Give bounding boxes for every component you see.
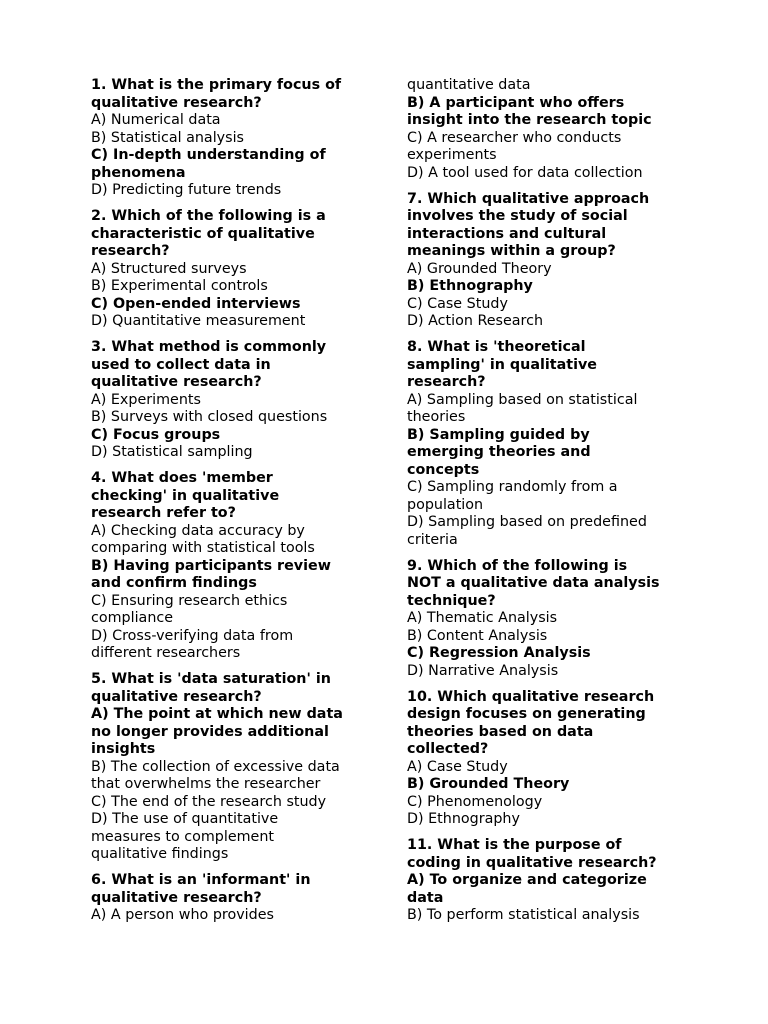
answer-option-correct bbox=[407, 872, 707, 907]
answer-option bbox=[407, 663, 707, 681]
answer-option-line: phenomena bbox=[91, 164, 186, 181]
answer-option bbox=[91, 409, 381, 427]
answer-option bbox=[407, 907, 707, 925]
answer-option-line: C) Case Study bbox=[407, 295, 508, 312]
question-stem bbox=[91, 208, 381, 261]
question-stem-line: meanings within a group? bbox=[407, 243, 616, 259]
question-block bbox=[91, 671, 381, 864]
question-stem-line: qualitative research? bbox=[91, 889, 262, 906]
question-stem bbox=[407, 339, 707, 392]
question-stem-line: qualitative research? bbox=[91, 94, 262, 111]
answer-option-line: A) Sampling based on statistical bbox=[407, 391, 638, 408]
question-stem-line: qualitative research? bbox=[91, 374, 262, 390]
question-block bbox=[91, 470, 381, 663]
answer-option bbox=[407, 392, 707, 427]
question-stem-line: 2. Which of the following is a bbox=[91, 208, 326, 224]
answer-option-line: D) A tool used for data collection bbox=[407, 164, 643, 181]
answer-option-correct bbox=[407, 427, 707, 480]
answer-option-line: C) The end of the research study bbox=[91, 793, 327, 810]
question-stem-line: research? bbox=[91, 243, 170, 259]
answer-option-line: concepts bbox=[407, 461, 480, 478]
question-block bbox=[407, 558, 707, 681]
left-column bbox=[91, 77, 381, 933]
question-stem-line: 11. What is the purpose of bbox=[407, 837, 622, 853]
question-stem-line: used to collect data in bbox=[91, 356, 271, 373]
answer-option-correct bbox=[91, 296, 381, 314]
answer-option-line: insights bbox=[91, 741, 156, 757]
answer-option-line: B) Having participants review bbox=[91, 557, 331, 574]
answer-option-line: B) To perform statistical analysis bbox=[407, 907, 640, 923]
question-block bbox=[91, 339, 381, 462]
answer-option bbox=[407, 296, 707, 314]
answer-option bbox=[91, 182, 381, 200]
answer-option-line: A) Checking data accuracy by bbox=[91, 522, 305, 539]
answer-option bbox=[91, 907, 381, 925]
answer-option-correct bbox=[407, 95, 707, 130]
answer-option-line: B) Content Analysis bbox=[407, 627, 548, 644]
answer-option bbox=[407, 313, 707, 331]
answer-option bbox=[91, 794, 381, 812]
question-stem-line: research? bbox=[407, 374, 486, 390]
answer-option-line: C) Focus groups bbox=[91, 426, 221, 443]
answer-option-line: B) Ethnography bbox=[407, 278, 533, 294]
answer-option-line: insight into the research topic bbox=[407, 112, 652, 128]
answer-option bbox=[91, 628, 381, 663]
answer-option-line: D) Quantitative measurement bbox=[91, 313, 306, 329]
answer-option bbox=[407, 811, 707, 829]
answer-option-line: A) To organize and categorize bbox=[407, 872, 647, 888]
answer-option-line: C) Phenomenology bbox=[407, 793, 543, 810]
answer-option-line: D) Sampling based on predefined bbox=[407, 514, 647, 530]
answer-option bbox=[407, 610, 707, 628]
answer-option-line: quantitative data bbox=[407, 77, 531, 93]
answer-option bbox=[91, 130, 381, 148]
answer-option bbox=[407, 479, 707, 514]
answer-option bbox=[407, 77, 707, 95]
answer-option-correct bbox=[407, 776, 707, 794]
question-block bbox=[91, 208, 381, 331]
answer-option bbox=[407, 514, 707, 549]
answer-option-line: A) Numerical data bbox=[91, 112, 221, 128]
question-stem-line: 7. Which qualitative approach bbox=[407, 190, 650, 207]
answer-option-line: comparing with statistical tools bbox=[91, 540, 315, 556]
question-stem bbox=[91, 470, 381, 523]
answer-option-correct bbox=[91, 706, 381, 759]
answer-option-correct bbox=[407, 278, 707, 296]
question-stem-line: 1. What is the primary focus of bbox=[91, 77, 342, 93]
answer-option-line: compliance bbox=[91, 610, 174, 626]
answer-option bbox=[407, 165, 707, 183]
answer-option-line: qualitative findings bbox=[91, 846, 229, 862]
question-stem-line: 8. What is 'theoretical bbox=[407, 339, 586, 355]
answer-option-line: C) Sampling randomly from a bbox=[407, 479, 618, 495]
answer-option-line: A) Thematic Analysis bbox=[407, 610, 558, 626]
question-block bbox=[91, 872, 381, 925]
question-stem bbox=[91, 671, 381, 706]
answer-option-line: criteria bbox=[407, 531, 458, 548]
question-stem-line: involves the study of social bbox=[407, 208, 628, 224]
answer-option bbox=[91, 523, 381, 558]
question-stem bbox=[407, 837, 707, 872]
answer-option-line: experiments bbox=[407, 147, 497, 163]
question-stem-line: 4. What does 'member bbox=[91, 470, 273, 486]
question-block bbox=[407, 77, 707, 182]
answer-option-line: A) Experiments bbox=[91, 391, 201, 408]
question-stem-line: collected? bbox=[407, 741, 489, 757]
question-stem-line: qualitative research? bbox=[91, 688, 262, 705]
answer-option bbox=[407, 759, 707, 777]
answer-option-line: A) Structured surveys bbox=[91, 260, 247, 277]
answer-option-line: D) Cross-verifying data from bbox=[91, 627, 294, 644]
answer-option-line: D) Ethnography bbox=[407, 811, 520, 827]
answer-option bbox=[91, 759, 381, 794]
question-block bbox=[407, 339, 707, 549]
answer-option-line: B) Grounded Theory bbox=[407, 776, 570, 792]
answer-option-line: no longer provides additional bbox=[91, 723, 329, 740]
answer-option-line: B) The collection of excessive data bbox=[91, 758, 340, 775]
answer-option-line: A) A person who provides bbox=[91, 907, 274, 923]
answer-option-correct bbox=[91, 147, 381, 182]
right-column bbox=[407, 77, 707, 933]
answer-option bbox=[91, 313, 381, 331]
answer-option-line: data bbox=[407, 889, 444, 906]
answer-option-correct bbox=[91, 427, 381, 445]
question-stem bbox=[91, 872, 381, 907]
question-block bbox=[407, 837, 707, 925]
answer-option bbox=[91, 811, 381, 864]
answer-option bbox=[91, 593, 381, 628]
answer-option-line: D) Action Research bbox=[407, 313, 544, 329]
answer-option bbox=[91, 392, 381, 410]
question-stem bbox=[407, 558, 707, 611]
answer-option bbox=[91, 444, 381, 462]
answer-option-line: that overwhelms the researcher bbox=[91, 776, 321, 792]
question-stem-line: 3. What method is commonly bbox=[91, 339, 327, 355]
answer-option-line: A) Grounded Theory bbox=[407, 260, 552, 277]
answer-option-line: and confirm findings bbox=[91, 575, 257, 591]
question-stem bbox=[91, 77, 381, 112]
answer-option-line: emerging theories and bbox=[407, 444, 591, 460]
question-stem-line: interactions and cultural bbox=[407, 225, 607, 242]
question-block bbox=[407, 689, 707, 829]
question-stem bbox=[407, 191, 707, 261]
question-stem-line: 5. What is 'data saturation' in bbox=[91, 671, 331, 687]
question-stem-line: checking' in qualitative bbox=[91, 487, 280, 504]
question-block bbox=[91, 77, 381, 200]
answer-option-line: B) Statistical analysis bbox=[91, 129, 245, 146]
answer-option bbox=[407, 794, 707, 812]
answer-option-line: C) In-depth understanding of bbox=[91, 147, 326, 163]
question-stem-line: 10. Which qualitative research bbox=[407, 688, 655, 705]
question-stem-line: theories based on data bbox=[407, 723, 594, 740]
answer-option-line: B) Sampling guided by bbox=[407, 426, 590, 443]
answer-option-line: A) Case Study bbox=[407, 758, 508, 775]
answer-option-line: C) Ensuring research ethics bbox=[91, 592, 288, 609]
answer-option bbox=[91, 112, 381, 130]
answer-option-line: D) The use of quantitative bbox=[91, 811, 279, 827]
question-stem-line: NOT a qualitative data analysis bbox=[407, 575, 660, 591]
question-block bbox=[407, 191, 707, 331]
question-stem-line: technique? bbox=[407, 592, 496, 609]
question-stem-line: 9. Which of the following is bbox=[407, 557, 628, 574]
answer-option-line: C) Open-ended interviews bbox=[91, 295, 301, 312]
answer-option-correct bbox=[407, 645, 707, 663]
answer-option bbox=[407, 628, 707, 646]
answer-option-line: theories bbox=[407, 409, 466, 425]
answer-option-line: A) The point at which new data bbox=[91, 706, 343, 722]
answer-option-line: measures to complement bbox=[91, 828, 275, 845]
question-stem-line: design focuses on generating bbox=[407, 706, 646, 722]
answer-option-line: D) Narrative Analysis bbox=[407, 662, 559, 679]
answer-option bbox=[407, 261, 707, 279]
answer-option-line: population bbox=[407, 496, 484, 513]
answer-option-line: B) Surveys with closed questions bbox=[91, 409, 328, 425]
question-stem-line: 6. What is an 'informant' in bbox=[91, 872, 311, 888]
answer-option-line: C) Regression Analysis bbox=[407, 645, 591, 661]
question-stem-line: coding in qualitative research? bbox=[407, 854, 657, 871]
question-stem bbox=[91, 339, 381, 392]
question-stem-line: characteristic of qualitative bbox=[91, 225, 315, 242]
answer-option bbox=[91, 278, 381, 296]
question-stem-line: sampling' in qualitative bbox=[407, 356, 598, 373]
question-stem bbox=[407, 689, 707, 759]
answer-option-correct bbox=[91, 558, 381, 593]
answer-option-line: B) Experimental controls bbox=[91, 278, 268, 294]
answer-option-line: D) Predicting future trends bbox=[91, 182, 282, 198]
answer-option-line: C) A researcher who conducts bbox=[407, 129, 622, 146]
answer-option-line: D) Statistical sampling bbox=[91, 444, 253, 460]
question-stem-line: research refer to? bbox=[91, 505, 236, 521]
answer-option bbox=[91, 261, 381, 279]
answer-option bbox=[407, 130, 707, 165]
answer-option-line: B) A participant who offers bbox=[407, 94, 625, 111]
answer-option-line: different researchers bbox=[91, 645, 241, 661]
